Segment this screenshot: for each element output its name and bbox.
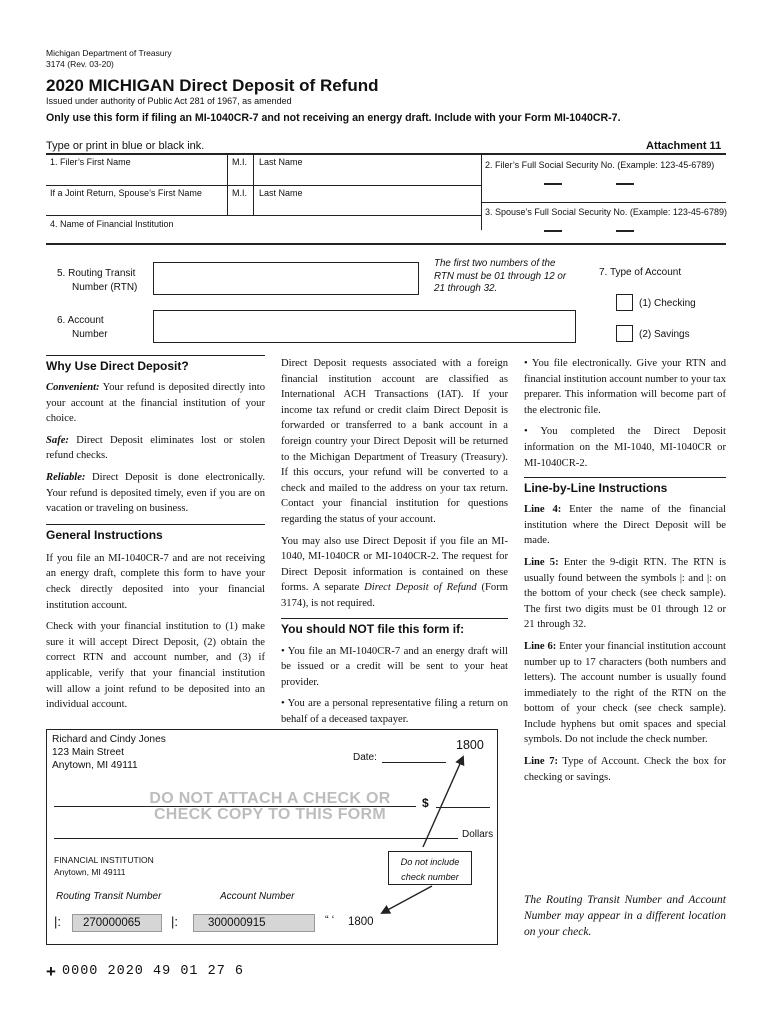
safe-paragraph: Safe: Direct Deposit eliminates lost or stolen refund checks. [46,434,265,462]
field-label-spouse-mi: M.I. [232,188,247,198]
check-dollars-label: Dollars [462,829,494,840]
line-5-instruction: Line 5: Enter the 9-digit RTN. The RTN is usually found between the symbols |: and |: on the bottom of your check (see check sample). The first two digits must be 01 through 12 or 21 through 32. [524,556,727,631]
check-number-top: 1800 [456,738,484,752]
divider [253,153,254,186]
line-6-instruction: Line 6: Enter your financial institution account number up to 17 characters (both numbers and letters). The account number is usually found immediately to the right of the RTN on the bottom of your check (see check sample). Include hyphens but omit spaces and special symbols. Do not include the check number. [524,640,727,746]
general-paragraph-2: Check with your financial institution to (1) make sure it will accept Direct Deposit, (2) obtain the correct RTN and account number, and (3) if applicable, verify that your financial institution will allow a joint refund to be deposited into an individual account. [46,621,265,711]
rtn-input[interactable] [153,262,419,295]
form-rule [46,243,726,245]
reliable-paragraph: Reliable: Direct Deposit is done electronically. Your refund is deposited timely, even if you are on vacation or traveling on business. [46,471,265,515]
field-label-spouse-ssn: 3. Spouse’s Full Social Security No. (Example: 123-45-6789) [485,207,727,217]
account-number-input[interactable] [153,310,576,343]
check-account-label: Account Number [220,891,295,902]
watermark-line-2: CHECK COPY TO THIS FORM [153,806,387,823]
field-label-spouse-first-name: If a Joint Return, Spouse’s First Name [50,188,202,198]
field-label-mi: M.I. [232,157,247,167]
savings-label: (2) Savings [639,329,690,340]
callout-arrows [380,745,490,935]
section-title-line-by-line: Line-by-Line Instructions [524,477,726,495]
arrow-to-bottom-number [382,886,432,913]
field-label-account-type: 7. Type of Account [599,267,682,278]
field-label-spouse-last-name: Last Name [259,188,303,198]
other-forms-paragraph: You may also use Direct Deposit if you file an MI-1040, MI-1040CR or MI-1040CR-2. The request for Direct Deposit information is contained on these forms. A separate Direct Deposit of Refund (Form 3174), is not required. [281,535,508,609]
checking-checkbox[interactable] [616,294,633,311]
column-2 [281,356,508,733]
divider [227,185,228,216]
field-label-account: 6. Account Number [57,315,108,340]
form-revision: 3174 (Rev. 03-20) [46,59,114,69]
department-name: Michigan Department of Treasury [46,48,172,58]
convenient-paragraph: Convenient: Your refund is deposited directly into your account at the financial institution of your choice. [46,382,265,425]
ink-note: Type or print in blue or black ink. [46,140,205,152]
footer-plus: + [46,962,56,981]
not-file-bullet-3: • You file electronically. Give your RTN and financial institution account number to your tax preparer. This information will become part of the electronic file. [524,358,726,416]
check-account-value: 300000915 [193,914,315,932]
savings-checkbox[interactable] [616,325,633,342]
check-dollar-sign: $ [422,796,429,810]
field-label-rtn: 5. Routing Transit Number (RTN) [57,268,138,293]
form-title: 2020 MICHIGAN Direct Deposit of Refund [46,76,379,95]
transit-symbol-left: |: [54,914,61,929]
divider [227,153,228,186]
check-number-bottom: 1800 [348,916,374,928]
ssn-dash [616,183,634,185]
ssn-dash [616,230,634,232]
transit-symbol-right: |: [171,914,178,929]
check-payer-address: Richard and Cindy Jones 123 Main Street Anytown, MI 49111 [52,734,166,771]
form-rule [46,185,481,186]
check-date-label: Date: [353,752,377,763]
section-title-general: General Instructions [46,524,265,542]
field-label-last-name: Last Name [259,157,303,167]
check-rtn-label: Routing Transit Number [56,891,162,902]
check-rtn-value: 270000065 [72,914,162,932]
use-instruction: Only use this form if filing an MI-1040CR-7 and not receiving an energy draft. Include with your Form MI-1040CR-7. [46,112,621,124]
authority-line: Issued under authority of Public Act 281 of 1967, as amended [46,96,292,106]
form-rule [481,202,726,203]
form-rule [46,215,481,216]
not-file-bullet-1: • You file an MI-1040CR-7 and an energy draft will be issued or a credit will be sent to your heat provider. [281,645,508,688]
section-title-not-file: You should NOT file this form if: [281,618,508,636]
column-3 [524,356,726,791]
line-4-instruction: Line 4: Enter the name of the financial institution where the Direct Deposit will be made. [524,504,726,547]
attachment-number: Attachment 11 [646,140,722,152]
form-top-rule [46,153,726,155]
divider [253,185,254,216]
column-1 [46,355,265,719]
field-label-financial-institution: 4. Name of Financial Institution [50,219,174,229]
do-not-include-text: Do not include check number [400,857,460,882]
field-label-filer-first-name: 1. Filer’s First Name [50,157,131,167]
iat-paragraph: Direct Deposit requests associated with a foreign financial institution account are classified as International ACH Transactions (IAT). If your income tax refund or credit claim Direct Deposit is forwarded or transferred to a bank account in a foreign country your Direct Deposit will be returned to the Michigan Department of Treasury (Treasury). If this occurs, your refund will be converted to a check and mailed to the address on your tax return. Contact your financial institution for questions regarding the status of your account. [281,358,508,525]
arrow-to-number [423,757,463,847]
location-note: The Routing Transit Number and Account Number may appear in a different location on your check. [524,894,726,938]
line-7-instruction: Line 7: Type of Account. Check the box for checking or savings. [524,756,726,783]
check-bank-info: FINANCIAL INSTITUTION Anytown, MI 49111 [54,855,154,877]
general-paragraph-1: If you file an MI-1040CR-7 and are not receiving an energy draft, complete this form to have your check directly deposited into your financial institution account. [46,552,265,611]
watermark-line-1: DO NOT ATTACH A CHECK OR [149,790,391,807]
not-file-bullet-4: • You completed the Direct Deposit information on the MI-1040, MI-1040CR or MI-1040CR-2. [524,426,726,469]
checking-label: (1) Checking [639,298,696,309]
on-us-symbol: “ ‘ [325,914,335,926]
not-file-bullet-2: • You are a personal representative filing a return on behalf of a deceased taxpayer. [281,698,508,725]
section-title-why: Why Use Direct Deposit? [46,355,265,373]
field-label-filer-ssn: 2. Filer’s Full Social Security No. (Example: 123-45-6789) [485,160,715,170]
ssn-dash [544,183,562,185]
divider [481,153,482,230]
ssn-dash [544,230,562,232]
footer-code: 0000 2020 49 01 27 6 [62,964,245,979]
rtn-note: The first two numbers of the RTN must be 01 through 12 or 21 through 32. [434,258,567,294]
